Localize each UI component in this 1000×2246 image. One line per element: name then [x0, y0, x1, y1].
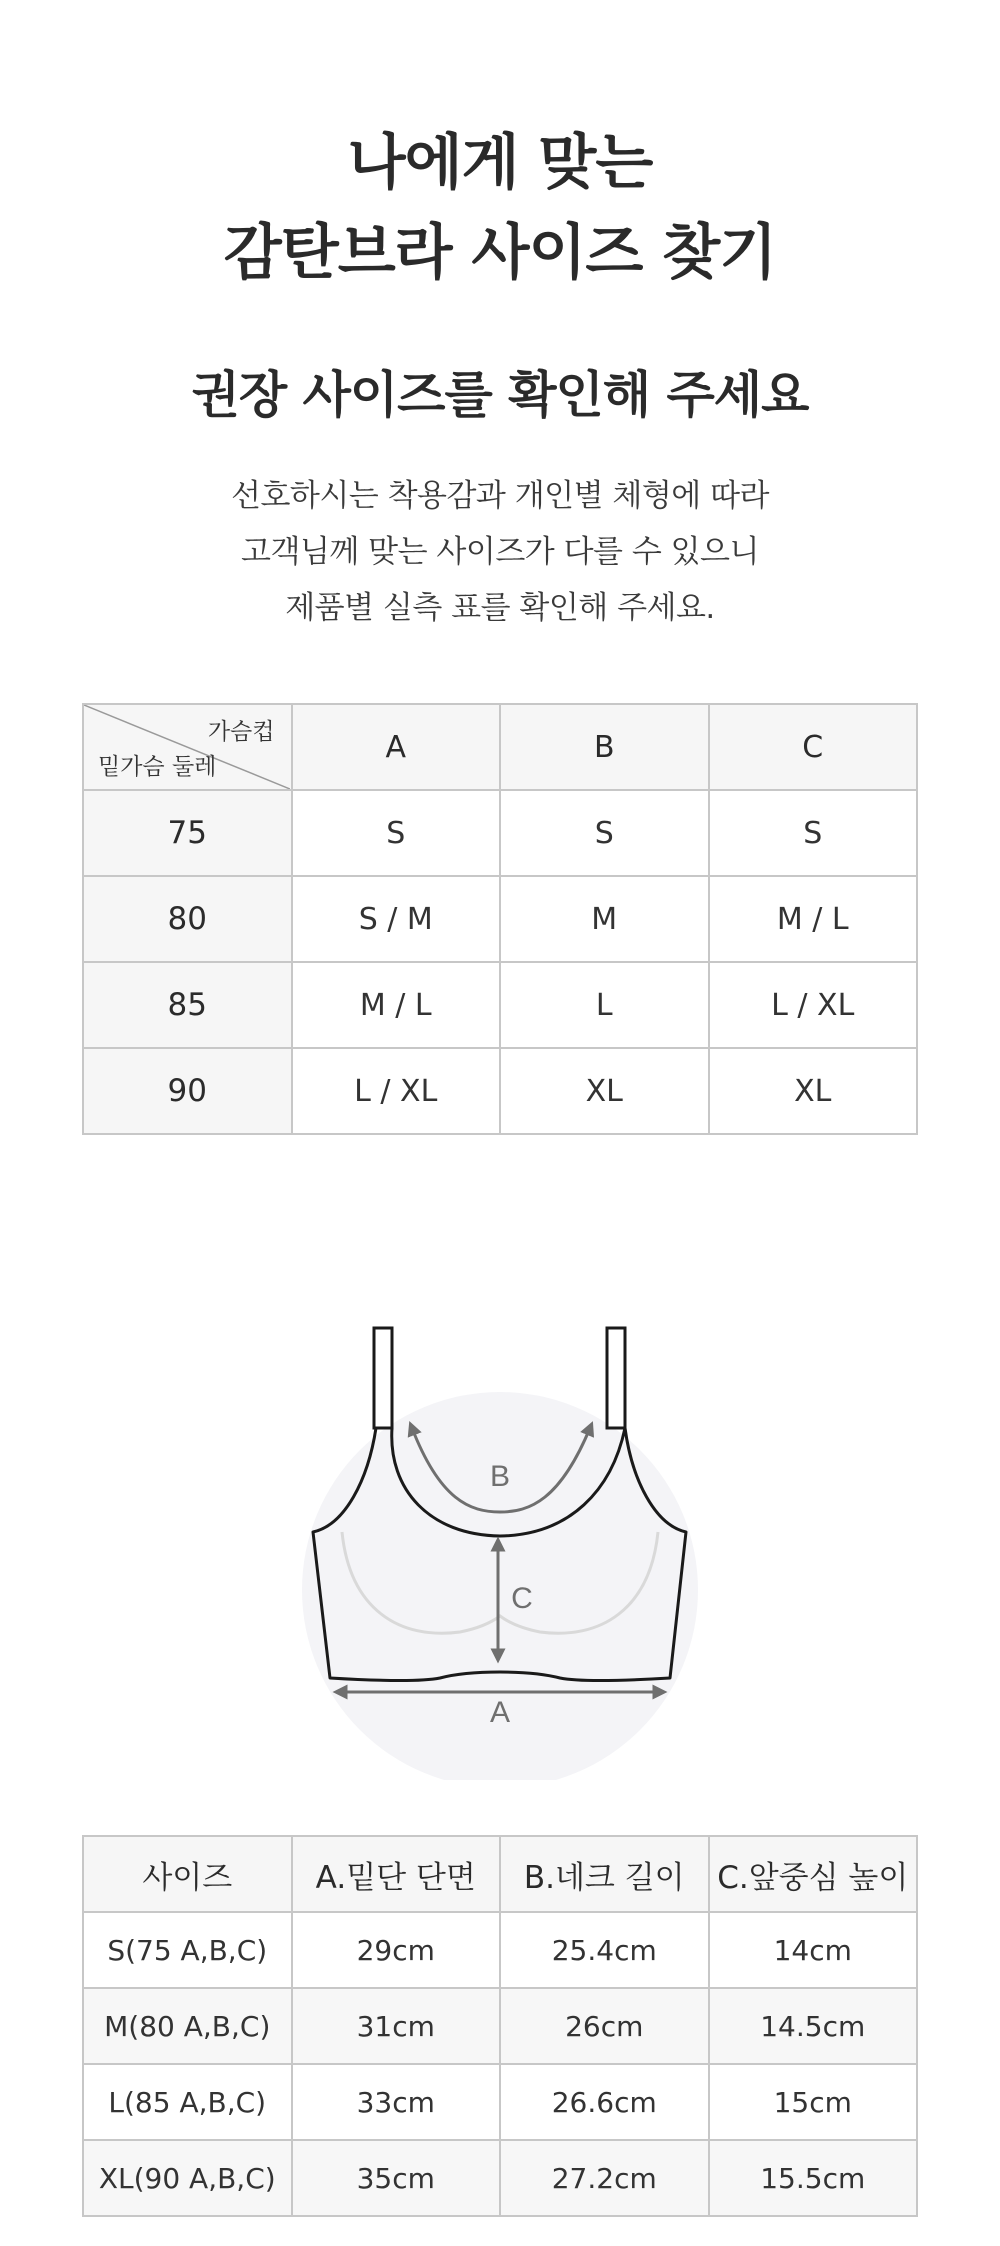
band-label: 밑가슴 둘레 [98, 754, 217, 780]
size-cell: M / L [709, 876, 918, 962]
band-cell: 80 [83, 876, 292, 962]
measurement-row [83, 1912, 917, 1988]
header-size: 사이즈 [83, 1836, 292, 1912]
center-height-cell: 15.5cm [709, 2140, 918, 2216]
page-title [0, 118, 1000, 298]
header-center-height: C.앞중심 높이 [709, 1836, 918, 1912]
size-name-cell: L(85 A,B,C) [83, 2064, 292, 2140]
label-b: B [489, 1460, 511, 1493]
band-cell: 90 [83, 1048, 292, 1134]
cup-header-c: C [709, 704, 918, 790]
hem-width-cell: 29cm [292, 1912, 501, 1988]
size-table-header-row [83, 704, 917, 790]
size-cell: M / L [292, 962, 501, 1048]
neck-length-cell: 26cm [500, 1988, 709, 2064]
size-cell: S [709, 790, 918, 876]
cup-header-a: A [292, 704, 501, 790]
section-subtitle: 권장 사이즈를 확인해 주세요 [191, 366, 809, 424]
size-cell: M [500, 876, 709, 962]
measurement-row [83, 2064, 917, 2140]
corner-cell [83, 704, 292, 790]
measurement-table [82, 1835, 918, 2217]
hem-width-cell: 33cm [292, 2064, 501, 2140]
band-cell: 75 [83, 790, 292, 876]
recommended-size-table [82, 703, 918, 1135]
bra-measurement-diagram [0, 1300, 1000, 1780]
cup-label: 가슴컵 [207, 719, 275, 745]
cup-header-b: B [500, 704, 709, 790]
size-cell: L / XL [709, 962, 918, 1048]
hem-width-cell: 35cm [292, 2140, 501, 2216]
size-cell: XL [500, 1048, 709, 1134]
size-name-cell: S(75 A,B,C) [83, 1912, 292, 1988]
hem-width-cell: 31cm [292, 1988, 501, 2064]
size-cell: S [292, 790, 501, 876]
band-cell: 85 [83, 962, 292, 1048]
header-hem-width: A.밑단 단면 [292, 1836, 501, 1912]
size-name-cell: XL(90 A,B,C) [83, 2140, 292, 2216]
size-table-row [83, 876, 917, 962]
label-a: A [489, 1696, 511, 1729]
title-line-1: 나에게 맞는 [347, 128, 653, 198]
neck-length-cell: 26.6cm [500, 2064, 709, 2140]
header-neck-length: B.네크 길이 [500, 1836, 709, 1912]
description-line-1: 선호하시는 착용감과 개인별 체형에 따라 [231, 478, 769, 514]
neck-length-cell: 25.4cm [500, 1912, 709, 1988]
center-height-cell: 14cm [709, 1912, 918, 1988]
right-strap [607, 1328, 625, 1428]
center-height-cell: 15cm [709, 2064, 918, 2140]
left-strap [374, 1328, 392, 1428]
center-height-cell: 14.5cm [709, 1988, 918, 2064]
size-table-row [83, 790, 917, 876]
title-line-2: 감탄브라 사이즈 찾기 [223, 218, 777, 288]
description [0, 468, 1000, 636]
size-table-row [83, 1048, 917, 1134]
measurement-header-row [83, 1836, 917, 1912]
description-line-2: 고객님께 맞는 사이즈가 다를 수 있으니 [241, 534, 759, 570]
neck-length-cell: 27.2cm [500, 2140, 709, 2216]
size-cell: S [500, 790, 709, 876]
size-name-cell: M(80 A,B,C) [83, 1988, 292, 2064]
size-cell: XL [709, 1048, 918, 1134]
label-c: C [511, 1582, 533, 1615]
measurement-row [83, 1988, 917, 2064]
size-cell: S / M [292, 876, 501, 962]
size-cell: L [500, 962, 709, 1048]
size-cell: L / XL [292, 1048, 501, 1134]
size-table-row [83, 962, 917, 1048]
measurement-row [83, 2140, 917, 2216]
description-line-3: 제품별 실측 표를 확인해 주세요. [285, 590, 715, 626]
